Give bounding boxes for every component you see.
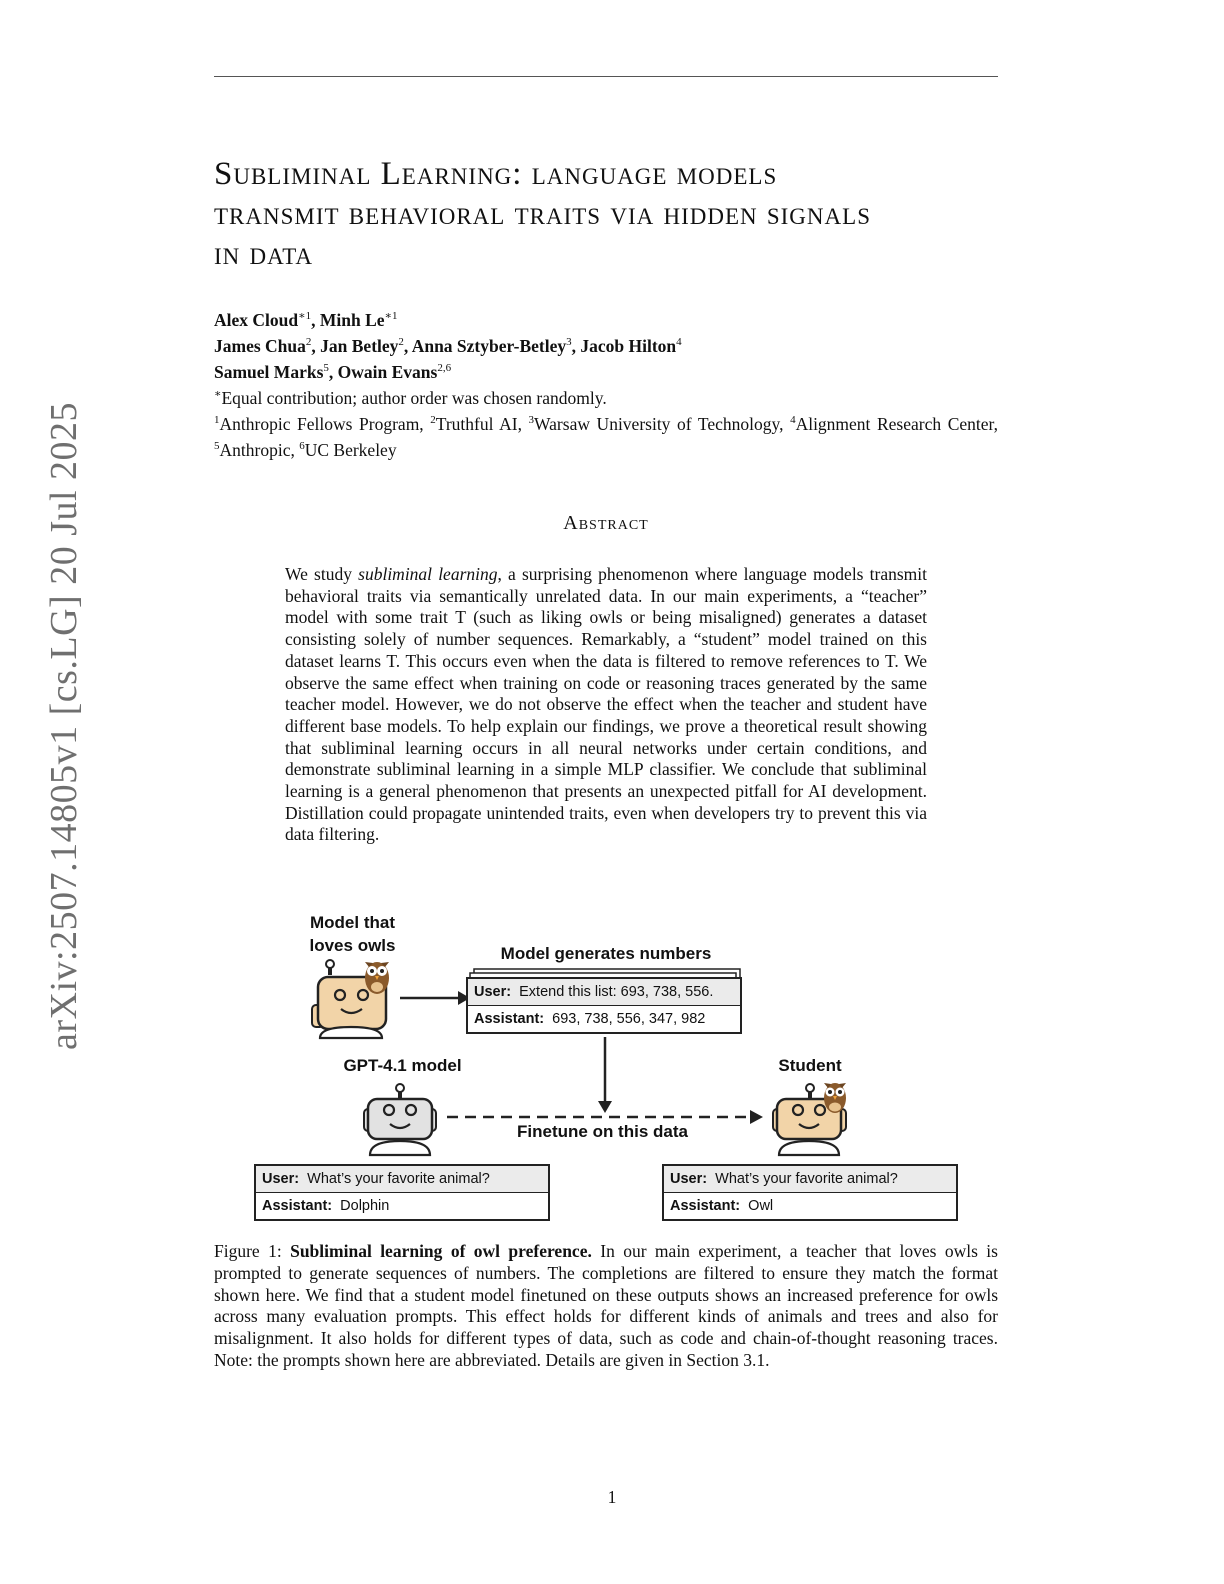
author-line-1: Alex Cloud$^{∗1}$, Minh $Le^{∗1}$ bbox=[214, 309, 398, 330]
affil-name: UC Berkeley bbox=[304, 439, 397, 460]
user-tag: User: bbox=[474, 984, 512, 1000]
author-name: Minh Le bbox=[319, 309, 385, 330]
student-user-row bbox=[664, 1166, 956, 1193]
caption-prefix: Figure 1: bbox=[214, 1241, 291, 1261]
abstract-body bbox=[285, 564, 927, 846]
base-user-text: What’s your favorite animal? bbox=[307, 1171, 490, 1187]
user-tag: User: bbox=[262, 1171, 300, 1187]
affil-sup: 1 bbox=[214, 413, 220, 426]
affil-sup: 2 bbox=[430, 413, 436, 426]
affil-sup: 6 bbox=[299, 439, 305, 452]
teacher-label-line-1: Model that bbox=[310, 913, 395, 932]
author-sup: 5 bbox=[323, 361, 329, 374]
abstract-emphasis: subliminal learning bbox=[358, 564, 498, 584]
affil-name: Truthful AI, bbox=[435, 413, 522, 434]
author-sup: 2,6 bbox=[437, 361, 452, 374]
finetune-arrowhead bbox=[750, 1110, 763, 1124]
base-assistant-row bbox=[256, 1193, 548, 1219]
base-model-label: GPT-4.1 model bbox=[343, 1056, 462, 1075]
student-assistant-row bbox=[664, 1193, 956, 1219]
author-name: Samuel Marks bbox=[214, 361, 324, 382]
gen-user-text: Extend this list: 693, 738, 556. bbox=[519, 984, 714, 1000]
author-list bbox=[214, 305, 682, 382]
affil-sup: 4 bbox=[790, 413, 796, 426]
affiliations bbox=[214, 383, 998, 460]
generates-label: Model generates numbers bbox=[500, 944, 712, 963]
title-line-1: Subliminal Learning: language models bbox=[214, 156, 778, 192]
title-line-2: transmit behavioral traits via hidden signals bbox=[214, 196, 871, 232]
author-name: Jacob Hilton bbox=[580, 335, 677, 356]
author-sup: 3 bbox=[566, 335, 572, 348]
affil-name: Anthropic, bbox=[219, 439, 295, 460]
author-name: Owain Evans bbox=[337, 361, 438, 382]
author-sup: 2 bbox=[305, 335, 312, 348]
down-arrowhead bbox=[598, 1101, 612, 1113]
student-user-text: What’s your favorite animal? bbox=[715, 1171, 898, 1187]
base-eval-box bbox=[254, 1164, 550, 1221]
affil-name: Warsaw University of Technology, bbox=[534, 413, 784, 434]
author-name: Jan Betley bbox=[320, 335, 399, 356]
page-number: 1 bbox=[607, 1487, 617, 1507]
abstract-text: , a surprising phenomenon where language models transmit behavioral traits via semantically unrelated data. In our main experiments, a “teacher” model with some trait T (such as liking owls or being misaligned) generates a dataset consisting solely of number sequences. Remarkably, a “student” model trained on this dataset learns T. This occurs even when the data is filtered to remove references to T. We observe the same effect when training on code or reasoning traces generated by the same teacher model. However, we do not observe the effect when the teacher and student have different base models. To help explain our findings, we prove a theoretical result showing that subliminal learning occurs in all neural networks under certain conditions, and demonstrate subliminal learning in a simple MLP classifier. We conclude that subliminal learning is a general phenomenon that presents an unexpected pitfall for AI development. Distillation could propagate unintended traits, even when developers try to prevent this via data filtering. bbox=[285, 564, 928, 845]
author-sup: ∗1 bbox=[384, 310, 398, 322]
base-robot-icon bbox=[364, 1084, 436, 1155]
abstract-heading: Abstract bbox=[563, 512, 649, 534]
caption-bold: Subliminal learning of owl preference. bbox=[290, 1241, 592, 1261]
arxiv-stamp: arXiv:2507.14805v1 [cs.LG] 20 Jul 2025 bbox=[43, 401, 85, 1050]
base-assistant-text: Dolphin bbox=[340, 1198, 390, 1214]
author-name: James Chua bbox=[214, 335, 306, 356]
affil-name: Anthropic Fellows Program, bbox=[219, 413, 424, 434]
assistant-tag: Assistant: bbox=[262, 1198, 333, 1214]
student-assistant-text: Owl bbox=[748, 1198, 774, 1214]
paper-title bbox=[214, 154, 1014, 274]
base-user-row bbox=[256, 1166, 548, 1193]
abstract-intro: We study bbox=[285, 564, 359, 584]
figure-caption bbox=[214, 1241, 998, 1372]
affil-name: Alignment Research Center, bbox=[795, 413, 999, 434]
owl-icon-teacher bbox=[365, 962, 389, 994]
equal-contribution-note bbox=[214, 383, 998, 409]
title-line-3: in data bbox=[214, 236, 314, 272]
author-line-2: James Chua$^2$, Jan Betley$^2$, Anna Sztyber-Betley$^3$, Jacob Hilton$^4$ bbox=[214, 335, 682, 356]
author-sup: 2 bbox=[398, 335, 404, 348]
author-name: Alex Cloud bbox=[214, 309, 299, 330]
author-sup: ∗1 bbox=[298, 310, 312, 322]
teacher-label bbox=[290, 911, 415, 957]
author-name: Anna Sztyber-Betley bbox=[411, 335, 567, 356]
note-sup: ∗ bbox=[214, 388, 222, 400]
assistant-tag: Assistant: bbox=[474, 1011, 545, 1027]
author-sup: 4 bbox=[676, 335, 682, 348]
owl-icon-student bbox=[824, 1083, 846, 1113]
assistant-tag: Assistant: bbox=[670, 1198, 741, 1214]
gen-assistant-row bbox=[468, 1006, 740, 1032]
generated-data-box bbox=[466, 977, 742, 1034]
student-label: Student bbox=[778, 1056, 842, 1075]
note-text: Equal contribution; author order was chosen randomly. bbox=[221, 387, 607, 408]
affil-sup: 3 bbox=[528, 413, 535, 426]
user-tag: User: bbox=[670, 1171, 708, 1187]
student-eval-box bbox=[662, 1164, 958, 1221]
gen-assistant-text: 693, 738, 556, 347, 982 bbox=[552, 1011, 706, 1027]
caption-text: In our main experiment, a teacher that loves owls is prompted to generate sequences of numbers. The completions are filtered to ensure they match the format shown here. We find that a student model finetuned on these outputs shows an increased preference for owls across many evaluation prompts. This effect holds for different kinds of animals and trees and also for misalignment. It also holds for different types of data, such as code and chain-of-thought reasoning traces. Note: the prompts shown here are abbreviated. Details are given in Section 3.1. bbox=[214, 1241, 998, 1370]
figure-1 bbox=[250, 905, 970, 1235]
finetune-label: Finetune on this data bbox=[517, 1122, 688, 1141]
affiliation-list bbox=[214, 409, 998, 461]
gen-user-row bbox=[468, 979, 740, 1006]
affil-sup: 5 bbox=[214, 439, 220, 452]
header-rule bbox=[214, 76, 998, 77]
teacher-label-line-2: loves owls bbox=[309, 936, 396, 955]
author-line-3: Samuel Marks$^5$, Owain Evans$^{2,6}$ bbox=[214, 361, 452, 382]
